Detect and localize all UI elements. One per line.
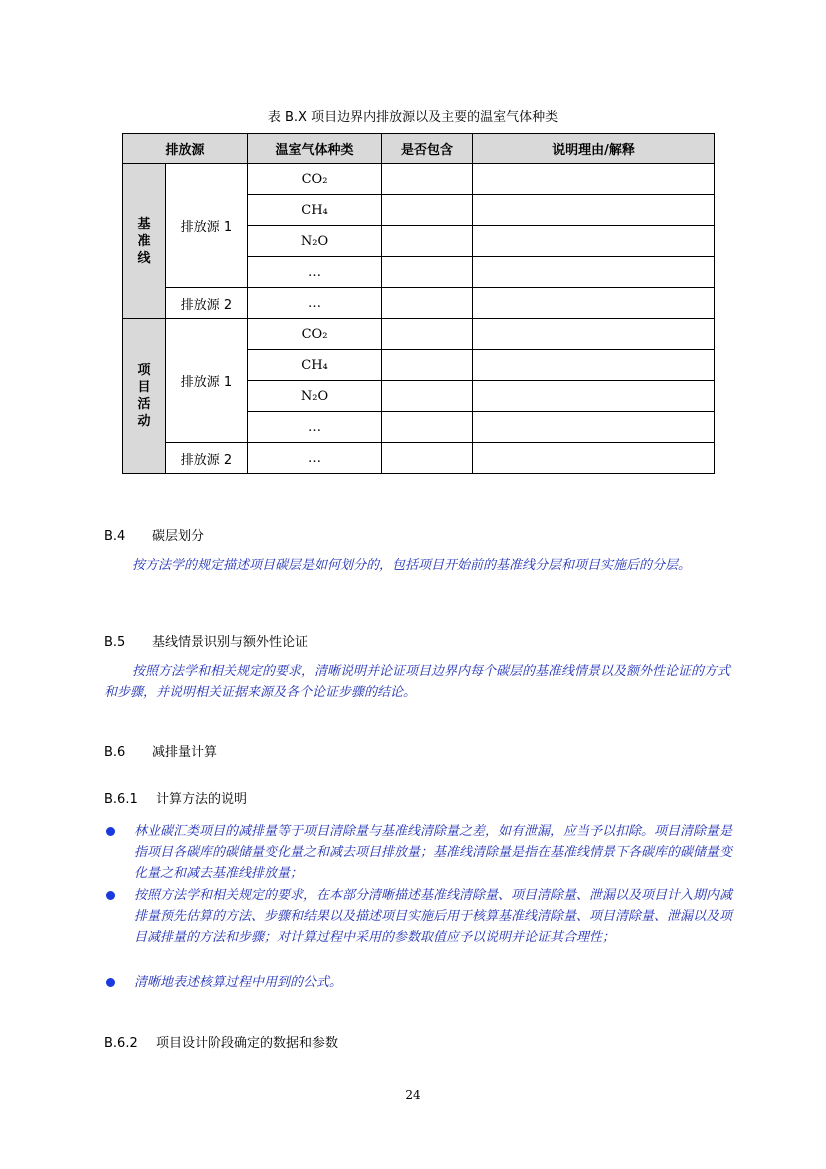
gas-cell: … <box>248 412 382 443</box>
table-row <box>123 288 715 319</box>
section-heading-b6 <box>104 741 217 760</box>
table-row <box>123 443 715 474</box>
list-item-text: 清晰地表述核算过程中用到的公式。 <box>134 975 343 990</box>
section-number: B.4 <box>104 529 126 544</box>
gas-cell: … <box>248 257 382 288</box>
header-emission-source: 排放源 <box>123 134 248 164</box>
included-cell[interactable] <box>382 164 473 195</box>
explanation-cell[interactable] <box>473 412 715 443</box>
included-cell[interactable] <box>382 288 473 319</box>
included-cell[interactable] <box>382 319 473 350</box>
section-heading-b4 <box>104 525 204 544</box>
list-item-text: 林业碳汇类项目的减排量等于项目清除量与基准线清除量之差，如有泄漏，应当予以扣除。项目清除量是指项目各碳库的碳储量变化量之和减去项目排放量；基准线清除量是指在基准线情景下各碳库的碳储量变化量之和减去基准线排放量； <box>134 824 733 881</box>
emission-sources-table <box>122 133 715 474</box>
included-cell[interactable] <box>382 226 473 257</box>
explanation-cell[interactable] <box>473 288 715 319</box>
table-row <box>123 319 715 350</box>
gas-cell: CO₂ <box>248 164 382 195</box>
header-included: 是否包含 <box>382 134 473 164</box>
bullet-icon <box>106 978 115 987</box>
section-body-b4: 按方法学的规定描述项目碳层是如何划分的，包括项目开始前的基准线分层和项目实施后的分层。 <box>132 558 692 573</box>
source-name: 排放源 1 <box>166 319 248 443</box>
page-number: 24 <box>405 1088 421 1102</box>
section-title: 项目设计阶段确定的数据和参数 <box>156 1036 339 1051</box>
explanation-cell[interactable] <box>473 381 715 412</box>
header-explanation: 说明理由/解释 <box>473 134 715 164</box>
gas-cell: N₂O <box>248 381 382 412</box>
table-row <box>123 164 715 195</box>
included-cell[interactable] <box>382 412 473 443</box>
section-title: 减排量计算 <box>152 745 218 760</box>
header-gas-type: 温室气体种类 <box>248 134 382 164</box>
section-title: 基线情景识别与额外性论证 <box>152 635 309 650</box>
source-name: 排放源 1 <box>166 164 248 288</box>
section-number: B.6 <box>104 745 126 760</box>
explanation-cell[interactable] <box>473 319 715 350</box>
explanation-cell[interactable] <box>473 226 715 257</box>
gas-cell: … <box>248 443 382 474</box>
explanation-cell[interactable] <box>473 257 715 288</box>
group-label-text: 项 目 活 动 <box>137 363 151 429</box>
bullet-icon <box>106 891 115 900</box>
included-cell[interactable] <box>382 381 473 412</box>
group-label-project <box>123 319 166 474</box>
section-body-b5: 按照方法学和相关规定的要求，清晰说明并论证项目边界内每个碳层的基准线情景以及额外性论证的方式和步骤，并说明相关证据来源及各个论证步骤的结论。 <box>104 664 731 700</box>
table-caption: 表 B.X 项目边界内排放源以及主要的温室气体种类 <box>267 110 559 125</box>
list-item-text: 按照方法学和相关规定的要求，在本部分清晰描述基准线清除量、项目清除量、泄漏以及项目计入期内减排量预先估算的方法、步骤和结果以及描述项目实施后用于核算基准线清除量、项目清除量、泄漏以及项目减排量的方法和步骤；对计算过程中采用的参数取值应予以说明并论证其合理性； <box>134 888 733 945</box>
included-cell[interactable] <box>382 195 473 226</box>
gas-cell: CO₂ <box>248 319 382 350</box>
section-number: B.6.2 <box>104 1036 138 1051</box>
section-heading-b62 <box>104 1032 338 1051</box>
gas-cell: … <box>248 288 382 319</box>
gas-cell: N₂O <box>248 226 382 257</box>
included-cell[interactable] <box>382 443 473 474</box>
explanation-cell[interactable] <box>473 164 715 195</box>
included-cell[interactable] <box>382 350 473 381</box>
section-number: B.6.1 <box>104 792 138 807</box>
source-name: 排放源 2 <box>166 443 248 474</box>
explanation-cell[interactable] <box>473 443 715 474</box>
included-cell[interactable] <box>382 257 473 288</box>
section-heading-b5 <box>104 631 308 650</box>
bullet-icon <box>106 827 115 836</box>
section-title: 计算方法的说明 <box>156 792 248 807</box>
gas-cell: CH₄ <box>248 195 382 226</box>
section-number: B.5 <box>104 635 126 650</box>
list-item <box>104 972 736 993</box>
section-title: 碳层划分 <box>152 529 205 544</box>
table-header-row <box>123 134 715 164</box>
group-label-text: 基 准 线 <box>137 216 151 266</box>
explanation-cell[interactable] <box>473 350 715 381</box>
group-label-baseline <box>123 164 166 319</box>
list-item <box>104 821 736 884</box>
gas-cell: CH₄ <box>248 350 382 381</box>
source-name: 排放源 2 <box>166 288 248 319</box>
section-heading-b61 <box>104 788 247 807</box>
list-item <box>104 885 736 948</box>
explanation-cell[interactable] <box>473 195 715 226</box>
